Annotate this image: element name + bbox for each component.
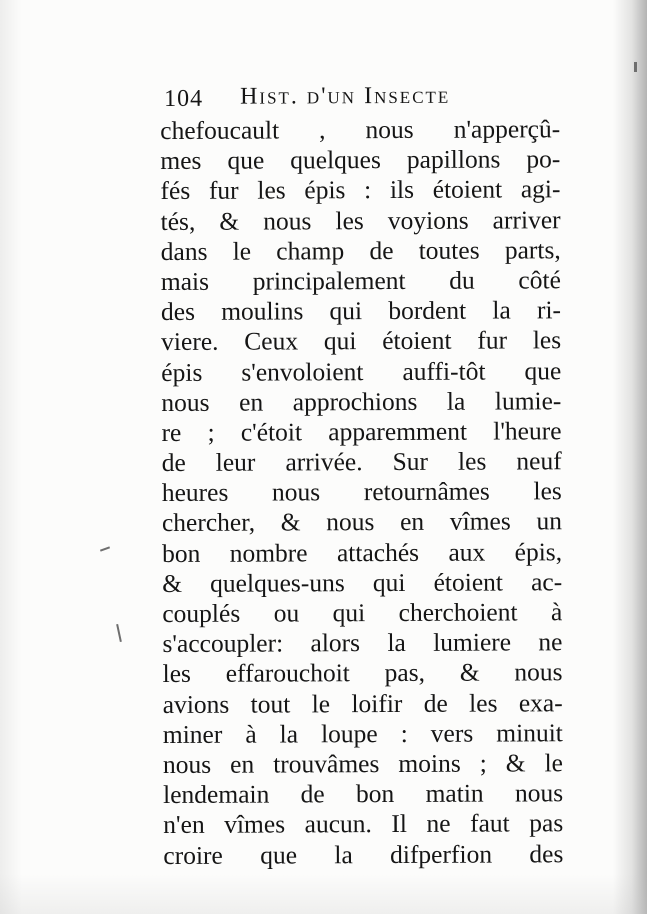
text-line: les effarouchoit pas, & nous (162, 657, 563, 689)
text-line: dans le champ de toutes parts, (160, 235, 561, 266)
text-line: croire que la difperfion des (163, 838, 564, 870)
text-block (160, 80, 563, 870)
text-line: re ; c'étoit apparemment l'heure (161, 416, 562, 447)
text-line: chercher, & nous en vîmes un (161, 506, 562, 538)
stray-ink-mark (100, 546, 110, 551)
stray-ink-mark (116, 624, 122, 642)
page-gutter-shading (0, 0, 22, 914)
text-line: épis s'envoloient auffi-tôt que (161, 355, 562, 387)
stray-ink-mark (634, 62, 637, 72)
text-line: mes que quelques papillons po- (160, 144, 561, 176)
page-number: 104 (164, 85, 204, 112)
text-line: miner à la loupe : vers minuit (162, 717, 563, 749)
text-line: de leur arrivée. Sur les neuf (161, 446, 562, 478)
text-line: couplés ou qui cherchoient à (162, 597, 563, 628)
page-bottom-shading (0, 874, 647, 914)
text-line: s'accoupler: alors la lumiere ne (162, 627, 563, 659)
text-line: des moulins qui bordent la ri- (160, 295, 562, 327)
text-line: nous en trouvâmes moins ; & le (162, 748, 564, 779)
body-text (160, 114, 563, 870)
text-line: heures nous retournâmes les (161, 476, 562, 508)
text-line: tés, & nous les voyions arriver (160, 204, 561, 236)
text-line: bon nombre attachés aux épis, (161, 536, 563, 568)
text-line: & quelques-uns qui étoient ac- (162, 567, 563, 598)
page-edge-shadow (613, 0, 647, 914)
text-line: n'en vîmes aucun. Il ne faut pas (163, 808, 564, 840)
text-line: mais principalement du côté (160, 265, 561, 296)
running-title: Hist. d'un Insecte (240, 82, 451, 110)
text-line: fés fur les épis : ils étoient agi- (160, 174, 561, 206)
text-line: nous en approchions la lumie- (161, 385, 562, 417)
running-header (160, 80, 560, 116)
text-line: viere. Ceux qui étoient fur les (161, 325, 562, 357)
text-line: avions tout le loifir de les exa- (162, 687, 563, 719)
text-line: chefoucault , nous n'apperçû- (160, 114, 561, 145)
text-line: lendemain de bon matin nous (163, 778, 564, 810)
